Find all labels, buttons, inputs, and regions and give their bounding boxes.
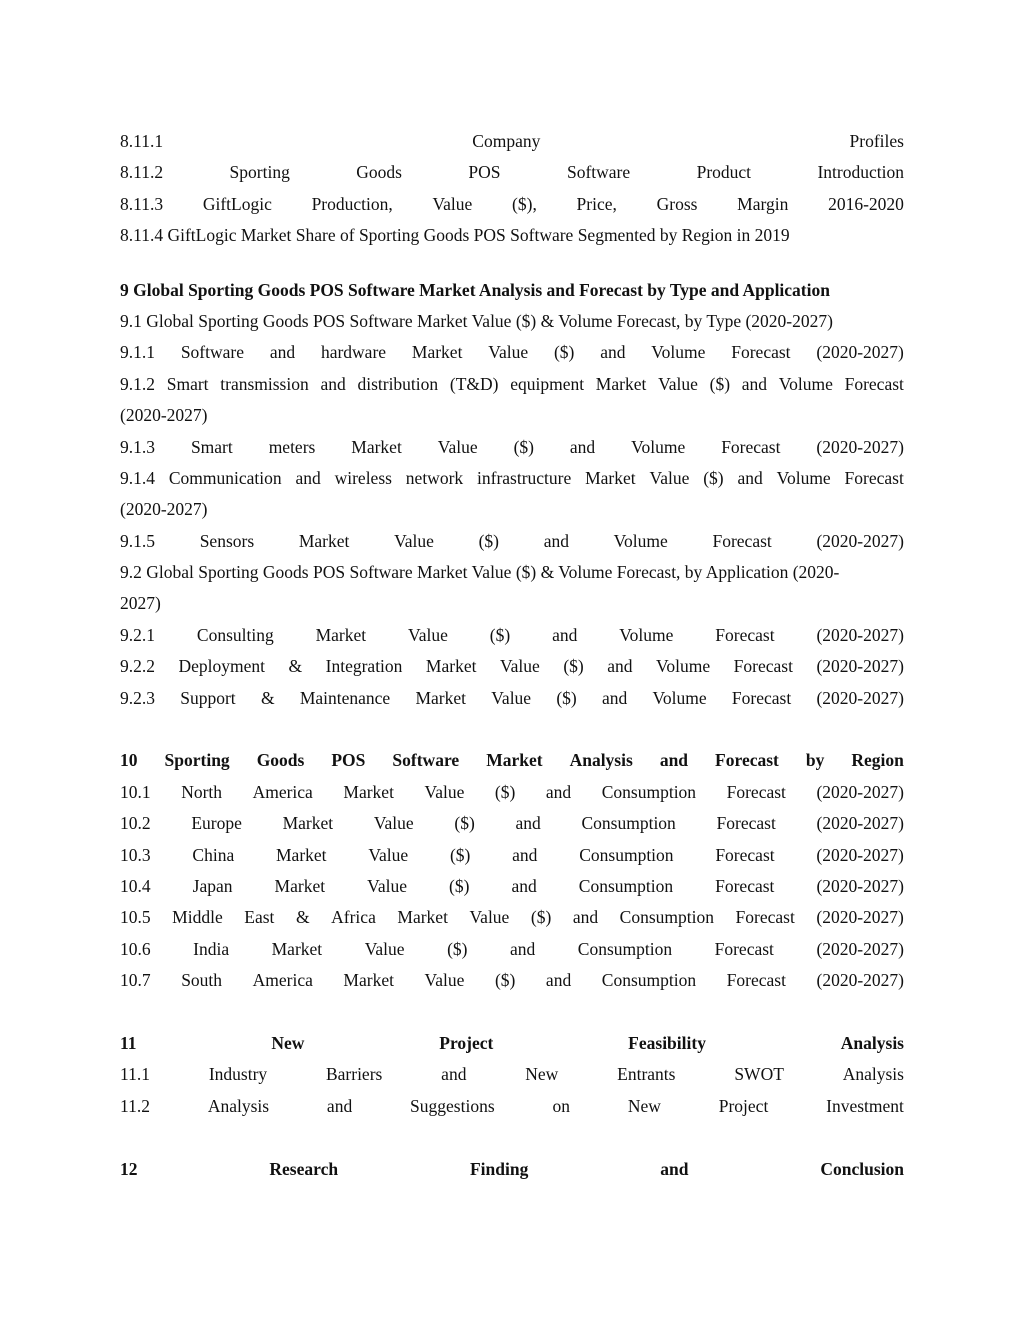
toc-word: Market [282, 813, 334, 834]
toc-word: Volume [778, 373, 833, 394]
toc-word: Forecast [735, 907, 795, 928]
toc-word: Volume [651, 342, 706, 363]
toc-word: Market [351, 436, 402, 457]
toc-word: America [252, 781, 313, 802]
toc-word: 10.7 [120, 970, 151, 991]
toc-word: Industry [208, 1064, 268, 1085]
toc-entry [120, 1059, 904, 1090]
toc-word: ($) [563, 656, 584, 677]
toc-word: GiftLogic [202, 193, 272, 214]
toc-word: South [181, 970, 223, 991]
toc-word: Middle [172, 907, 223, 928]
toc-word: Value [373, 813, 414, 834]
section-heading [120, 745, 904, 776]
toc-word: ($) [556, 687, 577, 708]
toc-word: Consumption [601, 970, 697, 991]
toc-word: ($) [449, 844, 471, 865]
toc-word: 11.1 [120, 1064, 150, 1085]
toc-word: Volume [776, 467, 831, 488]
toc-word: Consumption [577, 938, 673, 959]
toc-entry [120, 1091, 904, 1122]
toc-word: (2020-2027) [816, 907, 904, 928]
toc-word: Market [411, 342, 463, 363]
toc-entry: 9.1 Global Sporting Goods POS Software Market Value ($) & Volume Forecast, by Type (2020-2027) [120, 310, 833, 331]
toc-word: Value [364, 938, 405, 959]
toc-word: (2020-2027) [816, 875, 904, 896]
toc-entry [120, 337, 904, 368]
toc-word: Company [472, 131, 541, 151]
section-gap [120, 1122, 904, 1153]
toc-word: Forecast [733, 656, 793, 677]
toc-entry [120, 126, 904, 157]
toc-word: 9.1.2 [120, 373, 155, 394]
toc-word: and [441, 1064, 467, 1085]
toc-word: 9.2.2 [120, 656, 155, 677]
toc-word: Region [851, 750, 904, 771]
toc-word: Volume [619, 624, 674, 645]
toc-word: wireless [334, 467, 392, 488]
toc-word: (2020-2027) [816, 813, 904, 834]
toc-word: ($) [478, 530, 500, 551]
toc-word: America [252, 970, 313, 991]
toc-word: Value [368, 844, 409, 865]
toc-word: Value [394, 530, 434, 551]
toc-word: ($) [489, 624, 511, 645]
toc-word: Analysis [569, 750, 633, 771]
toc-entry [120, 808, 904, 839]
toc-word: Consumption [601, 781, 697, 802]
toc-word: Forecast [726, 781, 786, 802]
toc-word: (2020-2027) [816, 781, 904, 802]
toc-entry [120, 463, 904, 494]
toc-word: Forecast [712, 530, 772, 551]
toc-word: distribution [357, 373, 439, 394]
toc-word: and [572, 907, 599, 928]
toc-word: and [602, 687, 628, 708]
toc-word: (2020-2027) [816, 656, 904, 677]
toc-word: ($) [530, 907, 552, 928]
toc-entry [120, 620, 904, 651]
toc-word: 8.11.3 [120, 193, 164, 214]
toc-word: and [326, 1095, 353, 1116]
toc-word: and [509, 938, 536, 959]
toc-word: and [741, 373, 768, 394]
toc-word: Production, [311, 193, 393, 214]
toc-word: Value [424, 970, 465, 991]
toc-word: Sporting [229, 162, 290, 183]
toc-word: 10.2 [120, 813, 151, 834]
toc-word: Market [595, 373, 647, 394]
toc-word: Forecast [844, 467, 904, 488]
toc-word: Market [271, 938, 323, 959]
toc-word: hardware [320, 342, 387, 363]
section-heading: 9 Global Sporting Goods POS Software Market Analysis and Forecast by Type and Application [120, 279, 830, 300]
toc-word: and [543, 530, 569, 551]
toc-word: Forecast [731, 687, 792, 708]
toc-word: Consumption [579, 844, 674, 865]
toc-word: Market [298, 530, 350, 551]
toc-entry: 8.11.4 GiftLogic Market Share of Sporting Goods POS Software Segmented by Region in 2019 [120, 225, 790, 246]
toc-word: (2020-2027) [816, 342, 904, 363]
toc-word: 8.11.2 [120, 162, 164, 183]
toc-word: ($) [494, 781, 516, 802]
toc-word: Value [367, 875, 407, 896]
toc-word: (2020-2027) [816, 844, 904, 865]
toc-word: Forecast [715, 750, 779, 771]
toc-word: Value [499, 656, 540, 677]
toc-word: 10.5 [120, 907, 151, 928]
toc-word: Africa [331, 907, 376, 928]
toc-word: Project [439, 1032, 494, 1053]
toc-word: Forecast [731, 342, 791, 363]
toc-word: 11 [120, 1032, 137, 1053]
toc-word: (2020-2027) [816, 938, 904, 959]
toc-word: Forecast [844, 373, 904, 394]
toc-word: Profiles [849, 131, 904, 151]
toc-word: 10.6 [120, 938, 151, 959]
toc-word: SWOT [734, 1064, 784, 1085]
toc-word: (T&D) [449, 373, 499, 394]
toc-word: ($) [449, 875, 470, 896]
toc-word: and [545, 781, 572, 802]
toc-word: POS [468, 162, 501, 183]
toc-word: Volume [631, 436, 686, 457]
toc-word: and [545, 970, 572, 991]
toc-word: and [737, 467, 763, 488]
toc-word: Consumption [619, 907, 714, 928]
toc-entry: 2027) [120, 593, 161, 614]
toc-word: Market [425, 656, 477, 677]
toc-word: 10.1 [120, 781, 151, 802]
toc-word: Forecast [726, 970, 786, 991]
toc-word: Forecast [715, 844, 775, 865]
toc-word: Value [469, 907, 510, 928]
section-gap [120, 714, 904, 745]
toc-word: Consulting [196, 624, 274, 645]
toc-word: and [660, 1158, 689, 1179]
toc-word: and [269, 342, 296, 363]
toc-word: 8.11.1 [120, 131, 164, 151]
toc-word: Communication [168, 467, 282, 488]
toc-word: and [515, 813, 541, 834]
toc-word: & [295, 907, 310, 928]
toc-word: meters [268, 436, 316, 457]
toc-entry: (2020-2027) [120, 499, 208, 520]
toc-word: Value [488, 342, 529, 363]
toc-word: New [627, 1095, 661, 1116]
toc-word: Entrants [617, 1064, 676, 1085]
toc-word: East [244, 907, 275, 928]
toc-word: New [525, 1064, 559, 1085]
toc-entry [120, 777, 904, 808]
toc-word: Forecast [716, 813, 776, 834]
toc-word: Goods [256, 750, 305, 771]
toc-entry [120, 526, 904, 557]
toc-word: Feasibility [628, 1032, 706, 1053]
toc-word: and [511, 875, 537, 896]
section-gap [120, 252, 904, 275]
toc-word: Margin [737, 193, 789, 214]
toc-word: Research [269, 1158, 339, 1179]
toc-word: on [552, 1095, 570, 1116]
toc-word: (2020-2027) [816, 687, 904, 708]
toc-word: Forecast [721, 436, 781, 457]
toc-word: Market [343, 970, 394, 991]
toc-word: 9.1.4 [120, 467, 155, 488]
toc-entry [120, 157, 904, 188]
toc-word: infrastructure [477, 467, 572, 488]
toc-word: 12 [120, 1158, 138, 1179]
toc-word: Price, [576, 193, 617, 214]
toc-word: equipment [510, 373, 585, 394]
toc-word: 10 [120, 750, 138, 771]
toc-word: Value [649, 467, 690, 488]
toc-word: Forecast [715, 624, 775, 645]
section-heading [120, 1028, 904, 1059]
toc-word: Software [180, 342, 245, 363]
toc-word: Finding [469, 1158, 529, 1179]
toc-word: Market [486, 750, 543, 771]
toc-entry [120, 934, 904, 965]
toc-word: China [192, 844, 235, 865]
toc-word: Market [274, 875, 326, 896]
toc-word: Volume [613, 530, 668, 551]
toc-word: Smart [190, 436, 233, 457]
toc-word: (2020-2027) [816, 436, 904, 457]
toc-word: POS [331, 750, 366, 771]
toc-word: and [600, 342, 626, 363]
toc-word: ($), [512, 193, 537, 214]
toc-word: Europe [191, 813, 242, 834]
toc-word: 9.1.5 [120, 530, 155, 551]
toc-word: Project [718, 1095, 769, 1116]
toc-word: ($) [709, 373, 731, 394]
toc-word: Maintenance [299, 687, 391, 708]
toc-word: and [569, 436, 596, 457]
toc-entry: (2020-2027) [120, 405, 208, 426]
document-page [120, 126, 904, 1185]
toc-word: Analysis [840, 1032, 904, 1053]
toc-word: and [659, 750, 689, 771]
toc-word: Software [566, 162, 631, 183]
toc-entry [120, 871, 904, 902]
toc-word: Suggestions [410, 1095, 495, 1116]
toc-entry [120, 902, 904, 933]
toc-word: by [805, 750, 825, 771]
toc-word: Introduction [817, 162, 904, 183]
toc-word: (2020-2027) [816, 624, 904, 645]
toc-word: Sporting [164, 750, 230, 771]
toc-word: & [288, 656, 303, 677]
toc-word: Value [437, 436, 478, 457]
toc-word: Gross [656, 193, 698, 214]
toc-word: 9.1.1 [120, 342, 155, 363]
toc-word: Integration [325, 656, 403, 677]
toc-word: Forecast [714, 938, 774, 959]
toc-entry [120, 651, 904, 682]
toc-word: network [405, 467, 464, 488]
toc-word: Smart [166, 373, 209, 394]
toc-word: 9.2.3 [120, 687, 155, 708]
toc-word: and [320, 373, 346, 394]
toc-word: (2020-2027) [816, 530, 904, 551]
toc-word: Market [315, 624, 367, 645]
toc-word: transmission [220, 373, 309, 394]
toc-entry [120, 369, 904, 400]
toc-entry [120, 965, 904, 996]
toc-word: Volume [652, 687, 707, 708]
toc-word: Value [424, 781, 465, 802]
toc-word: Forecast [715, 875, 775, 896]
toc-word: and [552, 624, 578, 645]
toc-word: North [181, 781, 223, 802]
toc-word: ($) [703, 467, 724, 488]
toc-word: ($) [553, 342, 575, 363]
toc-word: (2020-2027) [816, 970, 904, 991]
toc-word: Investment [826, 1095, 904, 1116]
section-heading [120, 1154, 904, 1185]
toc-word: 11.2 [120, 1095, 150, 1116]
toc-word: Market [343, 781, 394, 802]
toc-word: New [271, 1032, 305, 1053]
toc-entry [120, 189, 904, 220]
toc-word: Market [397, 907, 448, 928]
section-gap [120, 997, 904, 1028]
toc-word: and [512, 844, 538, 865]
toc-word: 10.4 [120, 875, 151, 896]
toc-word: 10.3 [120, 844, 151, 865]
toc-word: Japan [192, 875, 233, 896]
toc-word: Market [276, 844, 327, 865]
toc-entry [120, 683, 904, 714]
toc-word: Value [408, 624, 448, 645]
toc-word: Software [392, 750, 460, 771]
toc-entry [120, 432, 904, 463]
toc-word: 9.2.1 [120, 624, 155, 645]
toc-word: Goods [356, 162, 402, 183]
toc-word: Consumption [578, 875, 674, 896]
toc-word: Consumption [581, 813, 676, 834]
toc-word: ($) [494, 970, 516, 991]
toc-word: 9.1.3 [120, 436, 155, 457]
toc-word: ($) [454, 813, 475, 834]
toc-word: Sensors [199, 530, 255, 551]
toc-word: Volume [656, 656, 711, 677]
toc-word: 2016-2020 [828, 193, 904, 214]
toc-word: ($) [447, 938, 468, 959]
toc-entry [120, 840, 904, 871]
toc-entry: 9.2 Global Sporting Goods POS Software Market Value ($) & Volume Forecast, by Application (2020- [120, 562, 840, 583]
toc-word: Market [415, 687, 466, 708]
toc-word: Analysis [207, 1095, 270, 1116]
toc-word: Value [491, 687, 532, 708]
toc-word: & [260, 687, 275, 708]
toc-word: Value [658, 373, 698, 394]
toc-word: Product [696, 162, 752, 183]
toc-word: Support [180, 687, 236, 708]
toc-word: India [193, 938, 230, 959]
toc-word: Analysis [842, 1064, 904, 1085]
toc-word: Barriers [325, 1064, 383, 1085]
toc-word: Market [585, 467, 636, 488]
toc-word: and [607, 656, 633, 677]
toc-word: Value [432, 193, 473, 214]
toc-word: ($) [513, 436, 534, 457]
toc-word: Conclusion [820, 1158, 904, 1179]
toc-word: Deployment [178, 656, 266, 677]
toc-word: and [295, 467, 321, 488]
